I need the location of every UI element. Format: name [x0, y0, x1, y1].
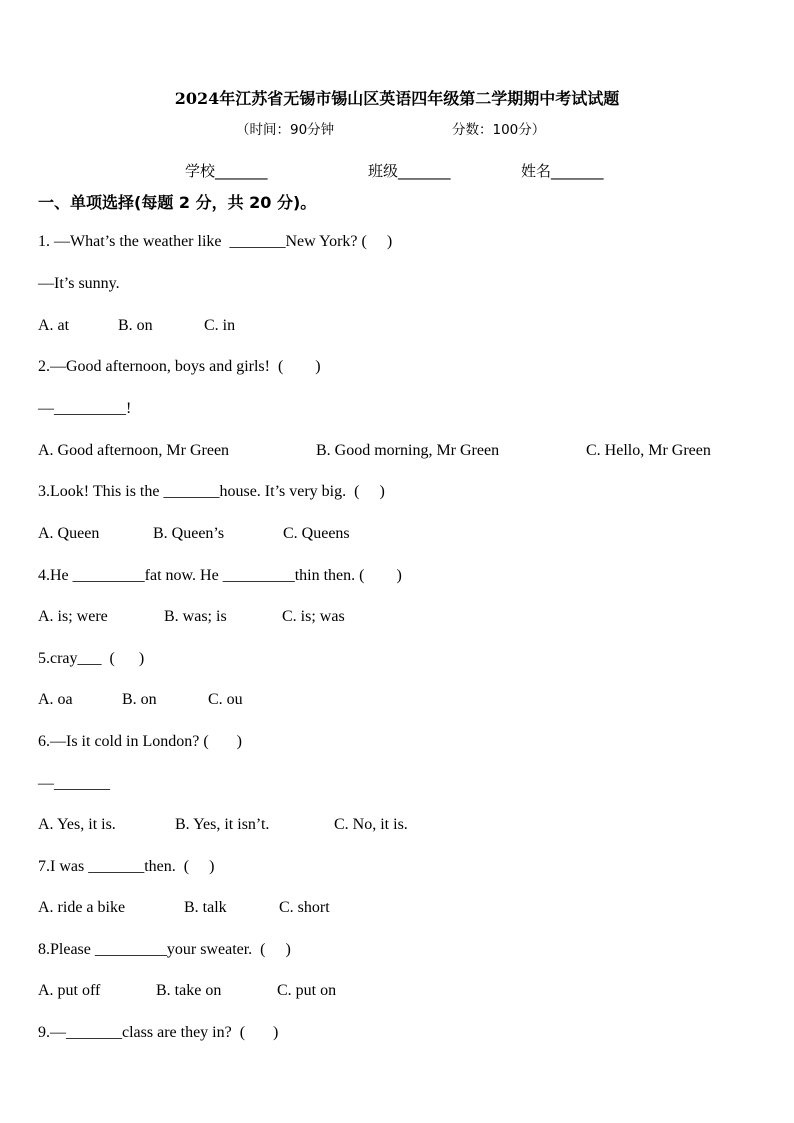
exam-title: 2024年江苏省无锡市锡山区英语四年级第二学期期中考试试题 [174, 89, 620, 108]
exam-time: （时间：90分钟 [236, 122, 335, 138]
question-7-stem: 7.I was _______then. ( ) [38, 858, 215, 875]
question-5-stem: 5.cray___ ( ) [38, 650, 145, 667]
question-1-stem: 1. —What’s the weather like _______New York? ( ) [38, 233, 393, 250]
question-2-option-c: C. Hello, Mr Green [586, 442, 711, 459]
question-4-option-a: A. is; were [38, 608, 108, 625]
question-5-option-c: C. ou [208, 691, 243, 708]
question-8-option-a: A. put off [38, 982, 101, 999]
question-7-option-a: A. ride a bike [38, 899, 126, 916]
question-3-stem: 3.Look! This is the _______house. It’s very big. ( ) [38, 483, 385, 500]
question-6-option-b: B. Yes, it isn’t. [175, 816, 270, 833]
question-1-option-b: B. on [118, 317, 153, 334]
question-5-option-a: A. oa [38, 691, 73, 708]
question-7-option-b: B. talk [184, 899, 227, 916]
question-3-option-c: C. Queens [283, 525, 350, 542]
question-6-option-c: C. No, it is. [334, 816, 408, 833]
question-9-stem: 9.—_______class are they in? ( ) [38, 1024, 279, 1041]
question-8-stem: 8.Please _________your sweater. ( ) [38, 941, 291, 958]
question-1-option-a: A. at [38, 317, 70, 334]
question-2-stem: 2.—Good afternoon, boys and girls! ( ) [38, 358, 321, 375]
question-6-option-a: A. Yes, it is. [38, 816, 116, 833]
question-8-option-c: C. put on [277, 982, 337, 999]
section-heading: 一、单项选择(每题 2 分，共 20 分)。 [38, 193, 317, 212]
question-5-option-b: B. on [122, 691, 157, 708]
class-field: 班级_______ [368, 162, 451, 180]
question-2-option-b: B. Good morning, Mr Green [316, 442, 500, 459]
question-3-option-a: A. Queen [38, 525, 100, 542]
question-6-reply: —_______ [38, 775, 110, 792]
question-2-option-a: A. Good afternoon, Mr Green [38, 442, 230, 459]
school-field: 学校_______ [185, 162, 268, 180]
question-8-option-b: B. take on [156, 982, 222, 999]
question-2-reply: —_________! [38, 400, 132, 417]
name-field: 姓名_______ [521, 162, 604, 180]
exam-score: 分数：100分） [452, 122, 546, 138]
question-3-option-b: B. Queen’s [153, 525, 225, 542]
question-4-option-b: B. was; is [164, 608, 227, 625]
question-4-option-c: C. is; was [282, 608, 345, 625]
question-6-stem: 6.—Is it cold in London? ( ) [38, 733, 242, 750]
question-4-stem: 4.He _________fat now. He _________thin then. ( ) [38, 567, 402, 584]
question-1-reply: —It’s sunny. [38, 275, 120, 292]
question-7-option-c: C. short [279, 899, 330, 916]
question-1-option-c: C. in [204, 317, 236, 334]
